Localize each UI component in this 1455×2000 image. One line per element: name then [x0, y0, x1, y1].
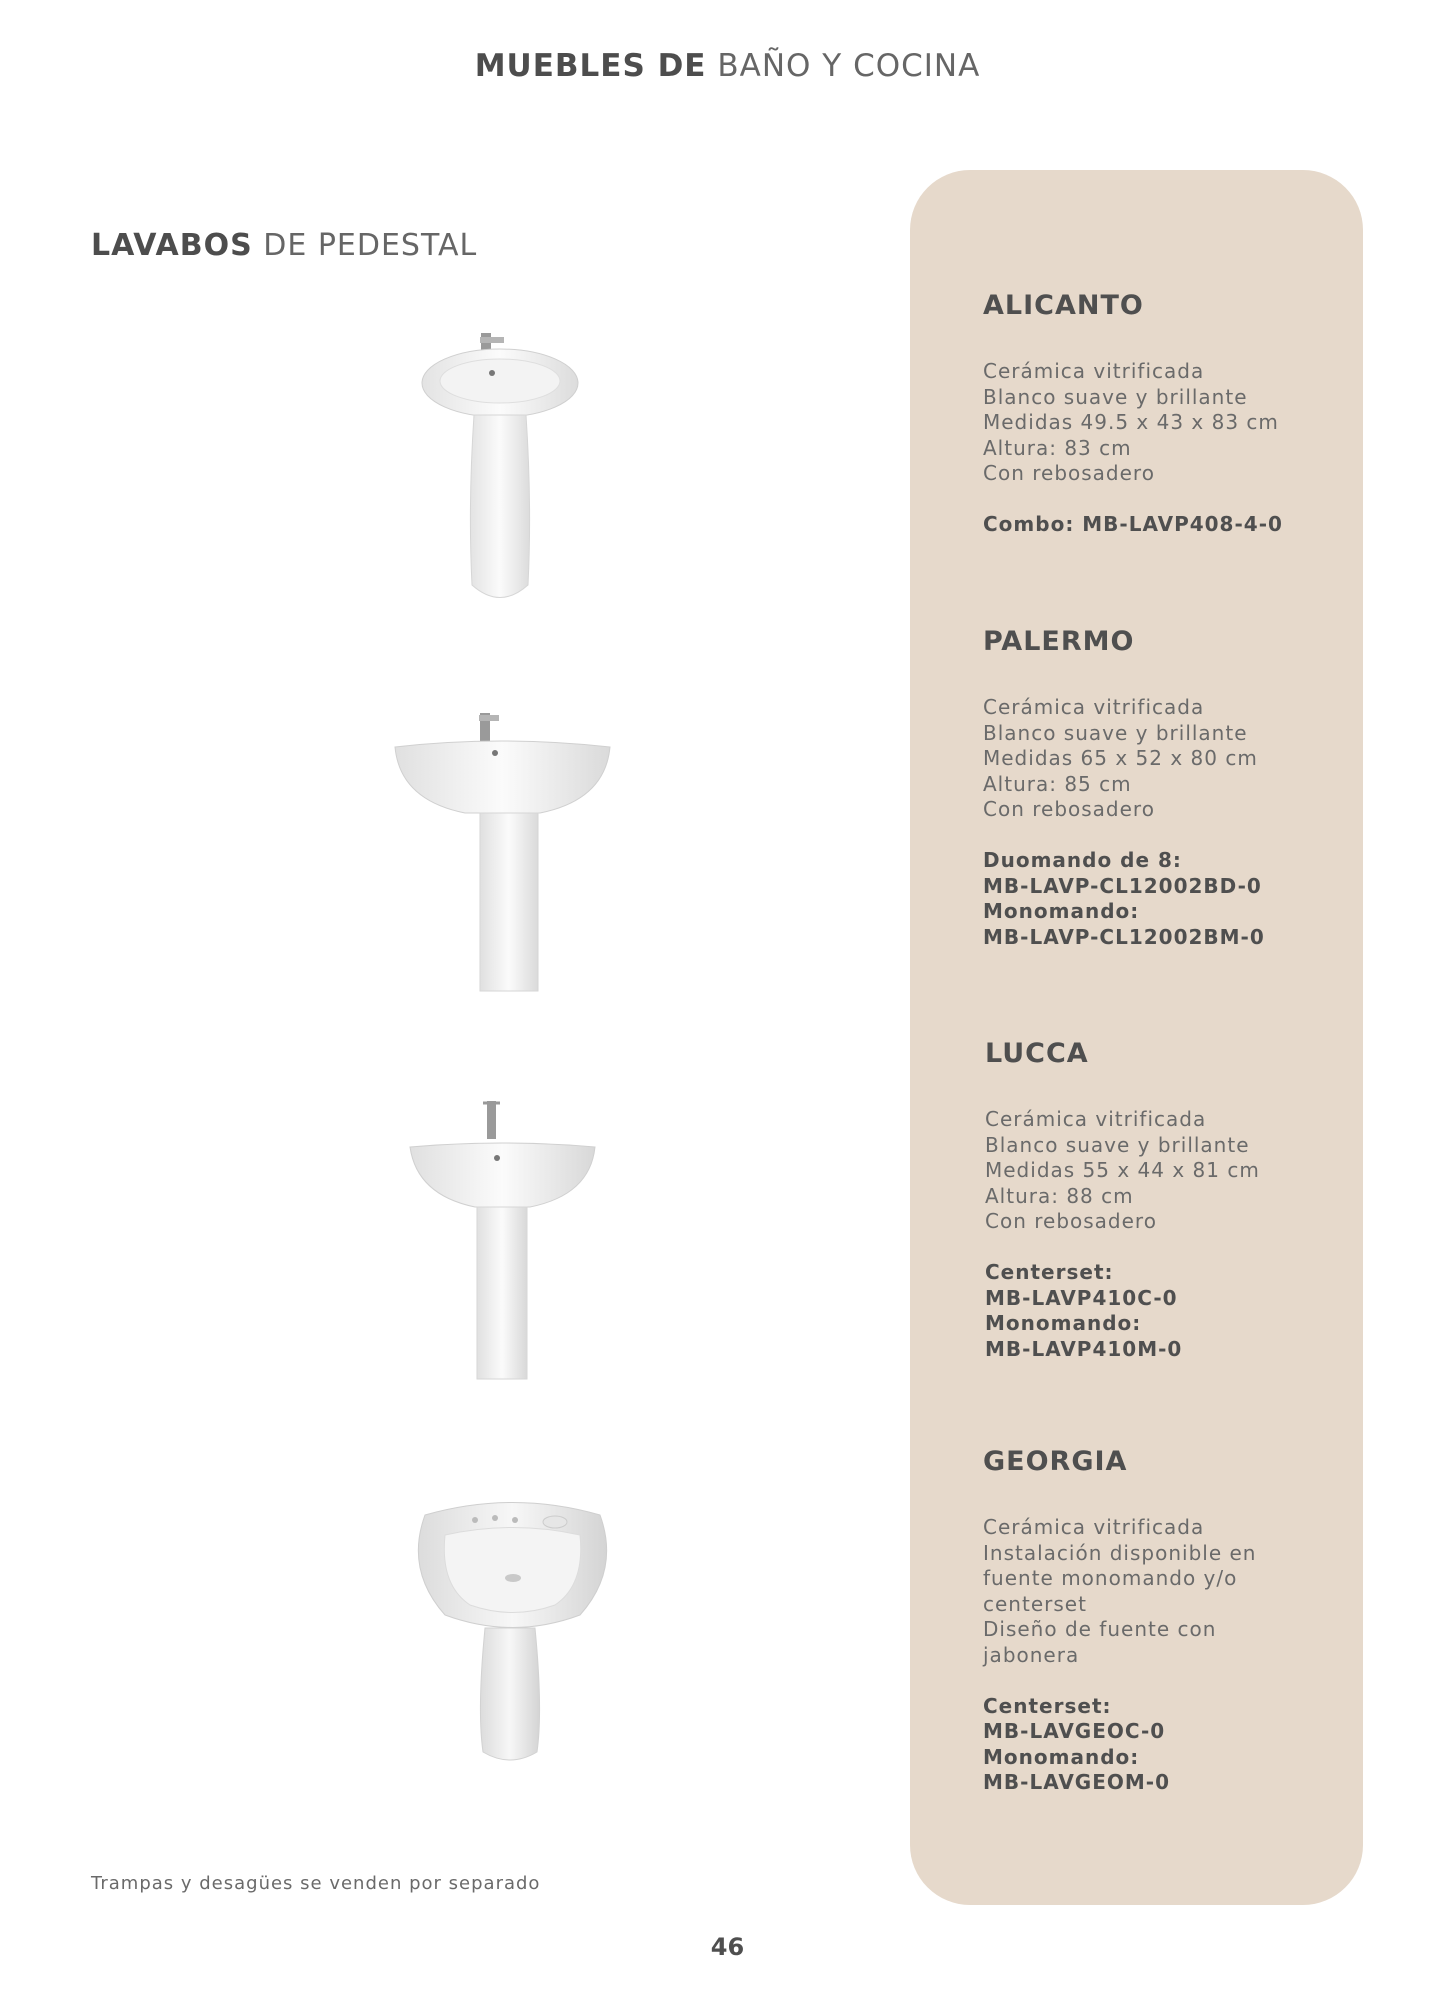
product-name: PALERMO — [983, 626, 1135, 657]
spec-line: Cerámica vitrificada — [983, 1515, 1205, 1539]
spec-line: Altura: 83 cm — [983, 435, 1132, 460]
product-lucca — [985, 1038, 1345, 1362]
code-line: MB-LAVP-CL12002BM-0 — [983, 924, 1265, 949]
product-codes — [983, 512, 1343, 538]
spec-line: Altura: 88 cm — [985, 1183, 1134, 1208]
palermo-sink-image — [390, 705, 615, 995]
spec-line: Altura: 85 cm — [983, 771, 1132, 796]
product-codes — [985, 1260, 1345, 1362]
product-palermo — [983, 626, 1343, 950]
spec-line: Medidas 65 x 52 x 80 cm — [983, 746, 1258, 771]
spec-line: fuente monomando y/o — [983, 1566, 1238, 1591]
code-line: Centerset: — [985, 1259, 1114, 1284]
spec-line: jabonera — [983, 1642, 1080, 1667]
product-specs — [983, 695, 1343, 823]
spec-line: Blanco suave y brillante — [985, 1132, 1250, 1157]
product-name: ALICANTO — [983, 290, 1144, 321]
header-bold: MUEBLES DE — [474, 48, 707, 84]
code-line: Monomando: — [983, 899, 1140, 924]
georgia-sink-image — [405, 1490, 620, 1770]
code-line: Centerset: — [983, 1693, 1112, 1718]
spec-line: centerset — [983, 1591, 1087, 1616]
spec-line: Cerámica vitrificada — [985, 1107, 1207, 1131]
spec-line: Medidas 55 x 44 x 81 cm — [985, 1158, 1260, 1183]
section-title-bold: LAVABOS — [91, 228, 253, 263]
spec-line: Blanco suave y brillante — [983, 384, 1248, 409]
spec-line: Cerámica vitrificada — [983, 359, 1205, 383]
code-line: MB-LAVP410C-0 — [985, 1285, 1178, 1310]
spec-line: Con rebosadero — [983, 797, 1155, 822]
code-line: MB-LAVGEOC-0 — [983, 1719, 1166, 1744]
code-line: Duomando de 8: — [983, 847, 1182, 872]
product-specs — [983, 1515, 1343, 1669]
product-name: GEORGIA — [983, 1446, 1128, 1477]
product-alicanto — [983, 290, 1343, 538]
code-line: Combo: MB-LAVP408-4-0 — [983, 511, 1283, 536]
code-line: MB-LAVP410M-0 — [985, 1336, 1183, 1361]
footnote: Trampas y desagües se venden por separado — [91, 1873, 541, 1894]
code-line: Monomando: — [983, 1744, 1140, 1769]
spec-line: Instalación disponible en — [983, 1540, 1257, 1565]
section-title-light: DE PEDESTAL — [263, 228, 478, 263]
product-georgia — [983, 1446, 1343, 1796]
spec-line: Con rebosadero — [985, 1209, 1157, 1234]
product-specs — [983, 359, 1343, 487]
page-header — [0, 48, 1455, 84]
header-light: BAÑO Y COCINA — [717, 48, 981, 84]
product-name: LUCCA — [985, 1038, 1089, 1069]
lucca-sink-image — [405, 1095, 600, 1385]
page-number: 46 — [710, 1933, 745, 1961]
alicanto-sink-image — [410, 325, 590, 615]
product-codes — [983, 1694, 1343, 1796]
product-specs — [985, 1107, 1345, 1235]
section-title — [91, 228, 477, 263]
code-line: MB-LAVP-CL12002BD-0 — [983, 873, 1262, 898]
spec-line: Diseño de fuente con — [983, 1617, 1217, 1642]
spec-line: Blanco suave y brillante — [983, 720, 1248, 745]
spec-line: Cerámica vitrificada — [983, 695, 1205, 719]
spec-line: Con rebosadero — [983, 461, 1155, 486]
code-line: Monomando: — [985, 1311, 1142, 1336]
spec-line: Medidas 49.5 x 43 x 83 cm — [983, 410, 1279, 435]
code-line: MB-LAVGEOM-0 — [983, 1770, 1170, 1795]
product-codes — [983, 848, 1343, 950]
